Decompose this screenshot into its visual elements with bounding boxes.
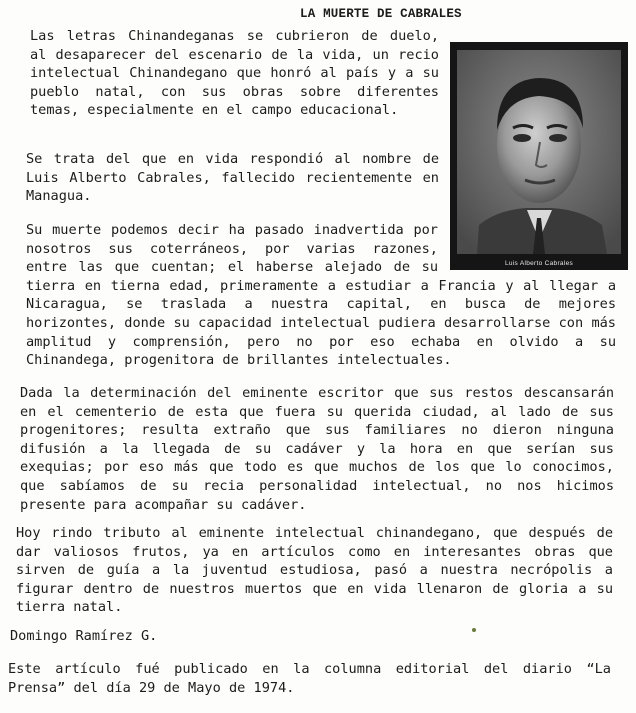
article-title: LA MUERTE DE CABRALES	[300, 7, 462, 21]
paragraph-3	[26, 221, 616, 370]
paragraph-3-text: Su muerte podemos decir ha pasado inadvertida por nosotros sus coterráneos, por varias razones, entre las que cuentan; el haberse alejado de su tierra en tierna edad, primeramente a estudiar a Francia y al llegar a Nicaragua, se traslada a nuestra capital, en busca de mejores horizontes, donde su capacidad intelectual pudiera desarrollarse con más amplitud y comprensión, pero no por eso echaba en olvido a su Chinandega, progenitora de brillantes intelectuales.	[26, 222, 616, 369]
paragraph-5: Hoy rindo tributo al eminente intelectual chinandegano, que después de dar valiosos frutos, ya en artículos como en interesantes obras que sirven de guía a la juventud estudiosa, pasó a nuestra necrópolis a figurar dentro de nuestros muertos que en vida llenaron de gloria a su tierra natal.	[16, 525, 613, 616]
photo-caption: Luis Alberto Cabrales	[504, 260, 574, 267]
author-signature: Domingo Ramírez G.	[10, 628, 158, 644]
paragraph-2: Se trata del que en vida respondió al nombre de Luis Alberto Cabrales, fallecido recientemente en Managua.	[26, 151, 439, 205]
ink-speck	[472, 628, 476, 632]
paragraph-4: Dada la determinación del eminente escritor que sus restos descansarán en el cementerio de esta que fuera su querida ciudad, al lado de sus progenitores; resulta extraño que sus familiares no dieron ninguna difusión a la llegada de su cadáver y la hora en que serían sus exequias; por eso más que todo es que muchos de los que lo conocimos, que sabíamos de su recia personalidad intelectual, no nos hicimos presente para acompañar su cadáver.	[20, 385, 614, 513]
paragraph-1: Las letras Chinandeganas se cubrieron de duelo, al desaparecer del escenario de la vida, un recio intelectual Chinandegano que honró al país y a su pueblo natal, con sus obras sobre diferentes temas, especialmente en el campo educacional.	[30, 28, 439, 119]
publication-note: Este artículo fué publicado en la columna editorial del diario “La Prensa” del día 29 de Mayo de 1974.	[8, 661, 611, 696]
photo-wrap-spacer	[438, 221, 616, 273]
